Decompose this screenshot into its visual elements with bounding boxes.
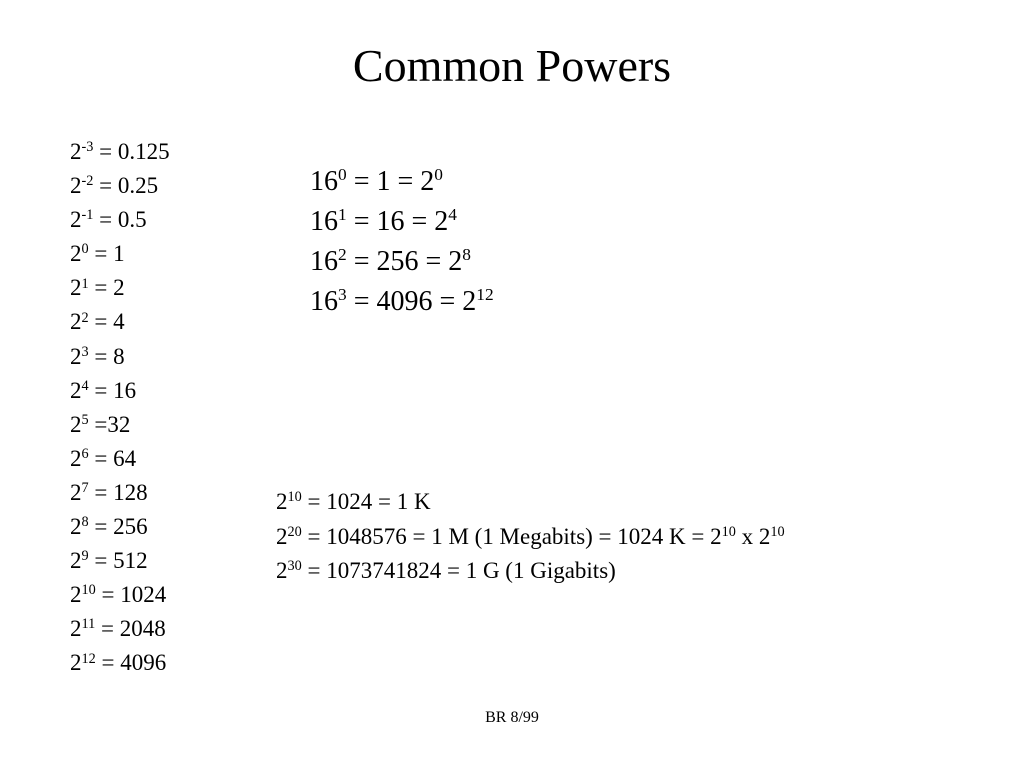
base: 2 [70, 514, 82, 540]
exponent: 30 [287, 558, 302, 575]
result: = 128 [88, 479, 148, 505]
result: = 1073741824 = 1 G (1 Gigabits) [301, 558, 616, 583]
exponent-two: 4 [448, 205, 457, 225]
powers-of-sixteen-list [310, 162, 494, 322]
power-of-two-row [70, 476, 170, 510]
slide-footer: BR 8/99 [485, 709, 539, 726]
result: = 1024 = 1 K [301, 489, 431, 514]
exponent-two: 8 [462, 245, 471, 265]
exponent: 3 [81, 343, 89, 360]
base: 16 [310, 166, 338, 197]
result: = 0.125 [93, 139, 170, 164]
equivalence: = 16 = 2 [346, 206, 449, 237]
large-power-row [276, 554, 785, 589]
result: = 1024 [95, 582, 167, 608]
exponent: 4 [81, 377, 89, 394]
power-of-two-row [70, 340, 170, 374]
base: 2 [70, 343, 82, 369]
result: = 512 [88, 548, 148, 574]
equivalence: = 4096 = 2 [346, 286, 477, 317]
exponent: -2 [81, 173, 94, 190]
power-of-two-row [70, 135, 170, 169]
large-power-row [276, 485, 785, 520]
power-of-two-row [70, 442, 170, 476]
base: 16 [310, 246, 338, 277]
exponent-two: 0 [434, 165, 443, 185]
power-of-sixteen-row [310, 202, 494, 242]
base: 2 [70, 139, 82, 164]
result: = 8 [88, 343, 125, 369]
exponent: 3 [338, 285, 347, 305]
result: = 1 [88, 241, 125, 267]
power-of-two-row [70, 305, 170, 339]
exponent: 20 [287, 523, 302, 540]
result: =32 [88, 411, 131, 437]
power-of-two-row [70, 271, 170, 305]
result: = 4 [88, 309, 125, 335]
base: 2 [70, 309, 82, 335]
base: 16 [310, 286, 338, 317]
slide-title: Common Powers [352, 40, 672, 91]
exponent: 12 [81, 650, 96, 667]
base: 2 [70, 616, 82, 642]
exponent: 9 [81, 548, 89, 565]
power-of-two-row [70, 408, 170, 442]
exponent: 0 [81, 241, 89, 258]
equivalence: = 256 = 2 [346, 246, 463, 277]
result: = 256 [88, 514, 148, 540]
exponent-two: 10 [721, 523, 736, 540]
result: = 1048576 = 1 M (1 Megabits) = 1024 K = 2 [301, 523, 722, 549]
result: = 4096 [95, 650, 167, 676]
power-of-sixteen-row [310, 242, 494, 282]
power-of-two-row [70, 203, 170, 237]
exponent: 1 [338, 205, 347, 225]
base: 2 [70, 548, 82, 574]
power-of-two-row [70, 510, 170, 544]
base: 2 [276, 523, 288, 549]
base: 2 [70, 445, 82, 471]
base: 2 [276, 558, 288, 583]
result: = 0.25 [93, 173, 159, 199]
large-powers-list [276, 485, 785, 589]
exponent: 2 [81, 309, 89, 326]
result: = 2048 [95, 616, 166, 642]
power-of-two-row [70, 578, 170, 612]
exponent: 7 [81, 480, 89, 497]
powers-of-two-list [70, 135, 170, 681]
equivalence: = 1 = 2 [346, 166, 435, 197]
exponent: 10 [81, 582, 96, 599]
base: 2 [70, 377, 82, 403]
result: = 64 [88, 445, 137, 471]
power-of-two-row [70, 544, 170, 578]
base: 2 [70, 411, 82, 437]
exponent: -1 [81, 207, 94, 224]
exponent-three: 10 [770, 523, 785, 540]
power-of-two-row [70, 374, 170, 408]
exponent: 10 [287, 489, 302, 506]
exponent: -3 [81, 139, 94, 156]
exponent: 0 [338, 165, 347, 185]
result: = 0.5 [93, 207, 147, 233]
large-power-row [276, 520, 785, 555]
base: 2 [70, 207, 82, 233]
power-of-two-row [70, 612, 170, 646]
exponent: 2 [338, 245, 347, 265]
power-of-sixteen-row [310, 282, 494, 322]
exponent: 5 [81, 411, 89, 428]
exponent-two: 12 [476, 285, 494, 305]
exponent: 8 [81, 514, 89, 531]
exponent: 1 [81, 275, 89, 292]
power-of-two-row [70, 237, 170, 271]
result: = 16 [88, 377, 137, 403]
exponent: 6 [81, 446, 89, 463]
base: 2 [70, 241, 82, 267]
base: 2 [70, 650, 82, 676]
base: 2 [70, 582, 82, 608]
base: 2 [276, 489, 288, 514]
power-of-two-row [70, 169, 170, 203]
base: 2 [70, 173, 82, 199]
base: 16 [310, 206, 338, 237]
power-of-two-row [70, 646, 170, 680]
result-two: x 2 [735, 523, 771, 549]
base: 2 [70, 275, 82, 301]
exponent: 11 [81, 616, 96, 633]
power-of-sixteen-row [310, 162, 494, 202]
result: = 2 [88, 275, 125, 301]
base: 2 [70, 479, 82, 505]
